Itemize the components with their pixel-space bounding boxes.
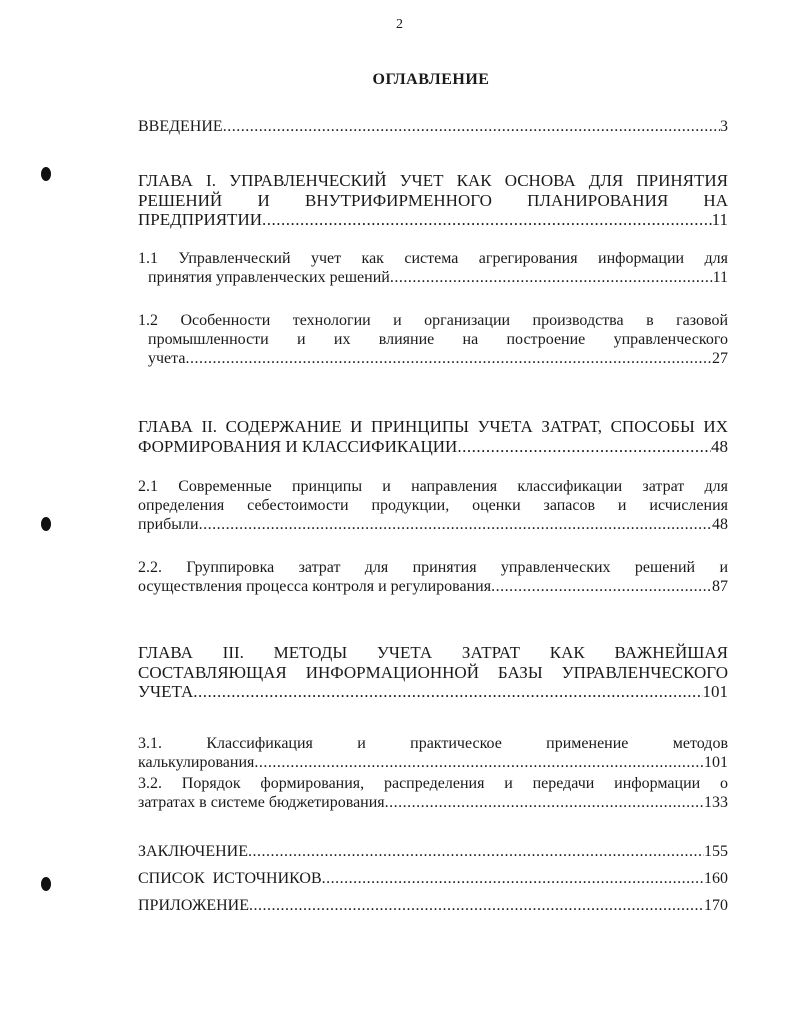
entry-text-line: 2.1 Современные принципы и направления классификации затрат для — [138, 478, 728, 495]
toc-entry-section-1-2[interactable] — [138, 311, 728, 368]
toc-entry-section-3-2[interactable] — [138, 774, 728, 812]
entry-label: УЧЕТА — [138, 682, 194, 701]
entry-page: 160 — [704, 870, 728, 887]
binder-hole-mark — [41, 517, 51, 531]
dot-leader — [254, 753, 704, 772]
dot-leader — [223, 117, 720, 136]
entry-label: ЗАКЛЮЧЕНИЕ — [138, 843, 248, 860]
entry-text-line: РЕШЕНИЙ И ВНУТРИФИРМЕННОГО ПЛАНИРОВАНИЯ НА — [138, 190, 728, 210]
toc-entry-conclusion[interactable] — [138, 842, 728, 861]
entry-page: 101 — [704, 754, 728, 771]
dot-leader — [185, 349, 712, 368]
toc-title: ОГЛАВЛЕНИЕ — [372, 71, 490, 88]
toc-entry-section-2-2[interactable] — [138, 558, 728, 596]
entry-text-line: СОСТАВЛЯЮЩАЯ ИНФОРМАЦИОННОЙ БАЗЫ УПРАВЛЕНЧЕСКОГО — [138, 662, 728, 682]
entry-label: учета — [148, 350, 186, 367]
entry-text-line: промышленности и их влияние на построение управленческого — [148, 331, 728, 348]
entry-text-line: определения себестоимости продукции, оценки запасов и исчисления — [138, 497, 728, 514]
toc-entry-chapter-1[interactable] — [138, 171, 728, 230]
entry-label: СПИСОК ИСТОЧНИКОВ — [138, 870, 322, 887]
entry-page: 48 — [711, 436, 728, 456]
toc-entry-appendix[interactable] — [138, 896, 728, 915]
toc-entry-chapter-2[interactable] — [138, 417, 728, 456]
entry-text-line: ГЛАВА III. МЕТОДЫ УЧЕТА ЗАТРАТ КАК ВАЖНЕЙШАЯ — [138, 643, 728, 662]
toc-entry-chapter-3[interactable] — [138, 643, 728, 702]
dot-leader — [248, 842, 704, 861]
toc-entry-section-2-1[interactable] — [138, 477, 728, 534]
entry-page: 133 — [704, 794, 728, 811]
dot-leader — [322, 869, 704, 888]
dot-leader — [390, 268, 713, 287]
entry-page: 170 — [704, 897, 728, 914]
page-number: 2 — [396, 17, 403, 32]
dot-leader — [262, 210, 712, 230]
dot-leader — [193, 682, 702, 702]
entry-label: прибыли — [138, 516, 199, 533]
entry-text-line: ГЛАВА II. СОДЕРЖАНИЕ И ПРИНЦИПЫ УЧЕТА ЗАТРАТ, СПОСОБЫ ИХ — [138, 417, 728, 436]
dot-leader — [249, 896, 704, 915]
entry-label: ФОРМИРОВАНИЯ И КЛАССИФИКАЦИИ — [138, 436, 458, 456]
entry-page: 27 — [712, 350, 728, 367]
entry-page: 87 — [712, 578, 728, 595]
entry-text-line: ГЛАВА I. УПРАВЛЕНЧЕСКИЙ УЧЕТ КАК ОСНОВА ДЛЯ ПРИНЯТИЯ — [138, 171, 728, 190]
entry-label: ПРИЛОЖЕНИЕ — [138, 897, 250, 914]
entry-text-line: 1.2 Особенности технологии и организации производства в газовой — [138, 312, 728, 329]
entry-page: 101 — [702, 682, 728, 701]
entry-text-line: 3.2. Порядок формирования, распределения и передачи информации о — [138, 775, 728, 792]
entry-page: 3 — [720, 118, 728, 135]
dot-leader — [199, 515, 712, 534]
entry-label: осуществления процесса контроля и регулирования — [138, 578, 492, 595]
dot-leader — [457, 437, 711, 457]
entry-text-line: 3.1. Классификация и практическое применение методов — [138, 735, 728, 752]
binder-hole-mark — [41, 167, 51, 181]
dot-leader — [491, 577, 712, 596]
dot-leader — [385, 793, 704, 812]
entry-page: 11 — [711, 210, 728, 229]
toc-entry-intro[interactable] — [138, 117, 728, 136]
toc-entry-section-3-1[interactable] — [138, 734, 728, 772]
entry-page: 48 — [712, 516, 728, 533]
entry-label: ПРЕДПРИЯТИИ — [138, 210, 262, 229]
entry-label: калькулирования — [138, 754, 255, 771]
toc-entry-section-1-1[interactable] — [138, 249, 728, 287]
binder-hole-mark — [41, 877, 51, 891]
entry-label: принятия управленческих решений — [148, 269, 390, 286]
toc-entry-sources[interactable] — [138, 869, 728, 888]
entry-label: ВВЕДЕНИЕ — [138, 118, 223, 135]
entry-page: 155 — [704, 843, 728, 860]
entry-text-line: 2.2. Группировка затрат для принятия управленческих решений и — [138, 559, 728, 576]
entry-label: затратах в системе бюджетирования — [138, 794, 385, 811]
entry-page: 11 — [712, 269, 728, 286]
entry-text-line: 1.1 Управленческий учет как система агрегирования информации для — [138, 250, 728, 267]
